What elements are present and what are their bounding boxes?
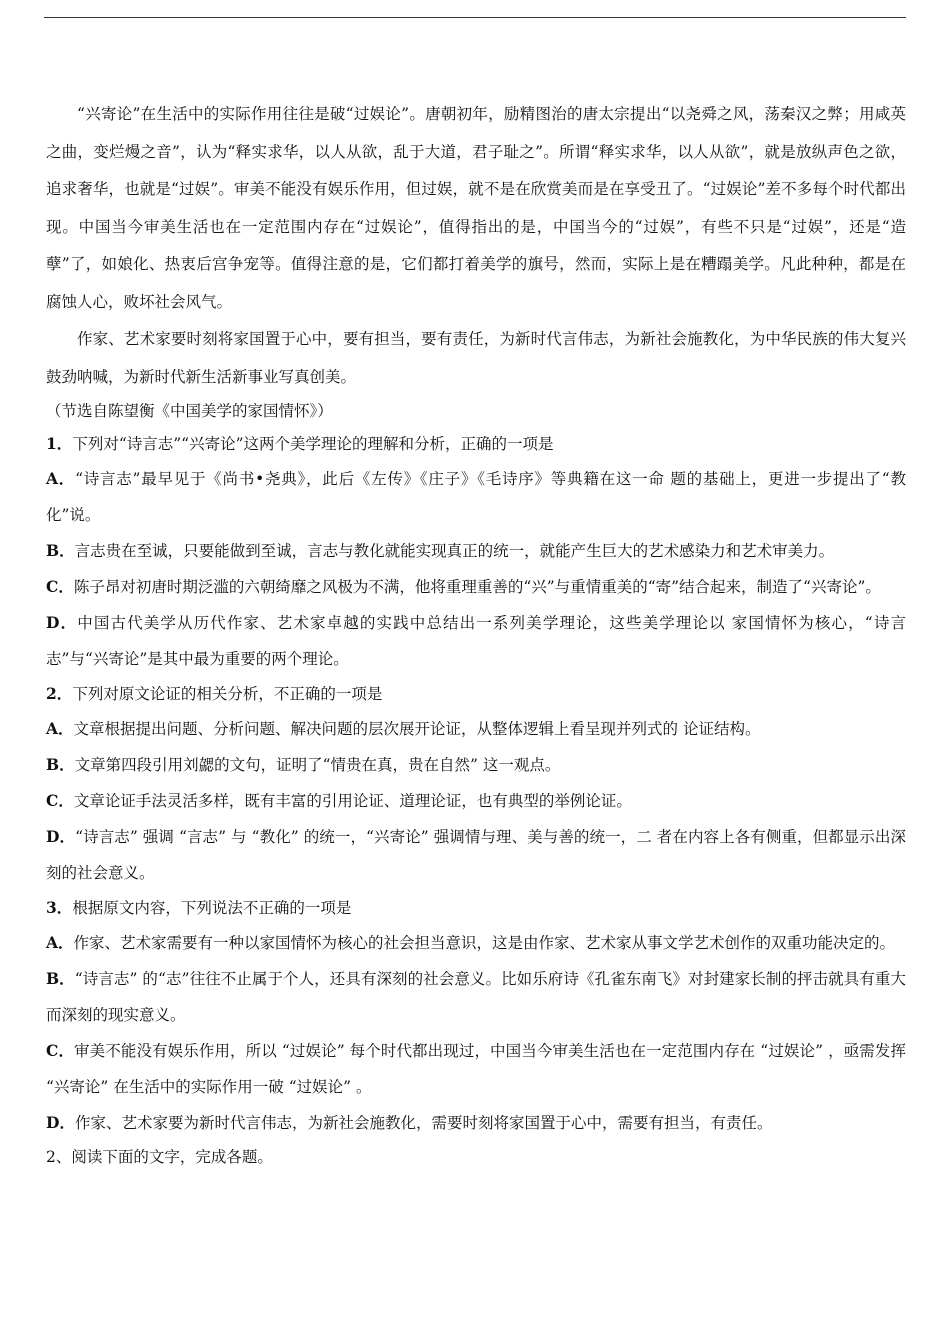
document-content: [46, 96, 906, 1174]
question-number: 3: [46, 898, 57, 917]
question-number: 1: [46, 434, 57, 453]
next-section-heading: 2、阅读下面的文字，完成各题。: [46, 1148, 273, 1166]
reading-passage: [46, 96, 906, 396]
question-number: 2: [46, 684, 57, 703]
question-stem: 3．根据原文内容，下列说法不正确的一项是: [46, 898, 352, 917]
option-d: D．“诗言志” 强调 “言志” 与 “教化” 的统一，“兴寄论” 强调情与理、美与善的统一，二 者在内容上各有侧重，但都显示出深刻的社会意义。: [46, 827, 906, 882]
option-b: B．言志贵在至诚，只要能做到至诚，言志与教化就能实现真正的统一，就能产生巨大的艺术感染力和艺术审美力。: [46, 541, 835, 560]
question-3: [46, 891, 906, 1141]
option-c: C．文章论证手法灵活多样，既有丰富的引用论证、道理论证，也有典型的举例论证。: [46, 791, 632, 810]
passage-source: （节选自陈望衡《中国美学的家国情怀》）: [46, 402, 333, 420]
option-d: D．中国古代美学从历代作家、艺术家卓越的实践中总结出一系列美学理论，这些美学理论以 家国情怀为核心，“诗言志”与“兴寄论”是其中最为重要的两个理论。: [46, 613, 906, 668]
question-1: [46, 427, 906, 677]
header-rule: [44, 17, 906, 18]
option-b: B．“诗言志” 的“志”往往不止属于个人，还具有深刻的社会意义。比如乐府诗《孔雀东南飞》对封建家长制的抨击就具有重大而深刻的现实意义。: [46, 969, 906, 1024]
option-a: A．文章根据提出问题、分析问题、解决问题的层次展开论证，从整体逻辑上看呈现并列式的 论证结构。: [46, 719, 761, 738]
question-stem: 2．下列对原文论证的相关分析，不正确的一项是: [46, 684, 383, 703]
option-a: A．作家、艺术家需要有一种以家国情怀为核心的社会担当意识，这是由作家、艺术家从事文学艺术创作的双重功能决定的。: [46, 933, 896, 952]
option-d: D．作家、艺术家要为新时代言伟志，为新社会施教化，需要时刻将家国置于心中，需要有担当，有责任。: [46, 1113, 773, 1132]
passage-paragraph: 作家、艺术家要时刻将家国置于心中，要有担当，要有责任，为新时代言伟志，为新社会施教化，为中华民族的伟大复兴鼓劲呐喊，为新时代新生活新事业写真创美。: [46, 330, 906, 386]
question-stem: 1．下列对“诗言志”“兴寄论”这两个美学理论的理解和分析，正确的一项是: [46, 434, 554, 453]
passage-paragraph: “兴寄论”在生活中的实际作用往往是破“过娱论”。唐朝初年，励精图治的唐太宗提出“以尧舜之风，荡秦汉之弊；用咸英之曲，变烂熳之音”，认为“释实求华，以人从欲，乱于大道，君子耻之”。所谓“释实求华，以人从欲”，就是放纵声色之欲，追求奢华，也就是“过娱”。审美不能没有娱乐作用，但过娱，就不是在欣赏美而是在享受丑了。“过娱论”差不多每个时代都出现。中国当今审美生活也在一定范围内存在“过娱论”，值得指出的是，中国当今的“过娱”，有些不只是“过娱”，还是“造孽”了，如娘化、热衷后宫争宠等。值得注意的是，它们都打着美学的旗号，然而，实际上是在糟蹋美学。凡此种种，都是在腐蚀人心，败坏社会风气。: [46, 105, 906, 311]
option-c: C．审美不能没有娱乐作用，所以 “过娱论” 每个时代都出现过，中国当今审美生活也在一定范围内存在 “过娱论” ，亟需发挥 “兴寄论” 在生活中的实际作用一破 “过娱论” 。: [46, 1041, 906, 1096]
option-c: C．陈子昂对初唐时期泛滥的六朝绮靡之风极为不满，他将重理重善的“兴”与重情重美的“寄”结合起来，制造了“兴寄论”。: [46, 577, 881, 596]
option-b: B．文章第四段引用刘勰的文句，证明了“情贵在真，贵在自然” 这一观点。: [46, 755, 561, 774]
question-2: [46, 677, 906, 891]
option-a: A．“诗言志”最早见于《尚书•尧典》，此后《左传》《庄子》《毛诗序》等典籍在这一命 题的基础上，更进一步提出了“教化”说。: [46, 469, 906, 524]
